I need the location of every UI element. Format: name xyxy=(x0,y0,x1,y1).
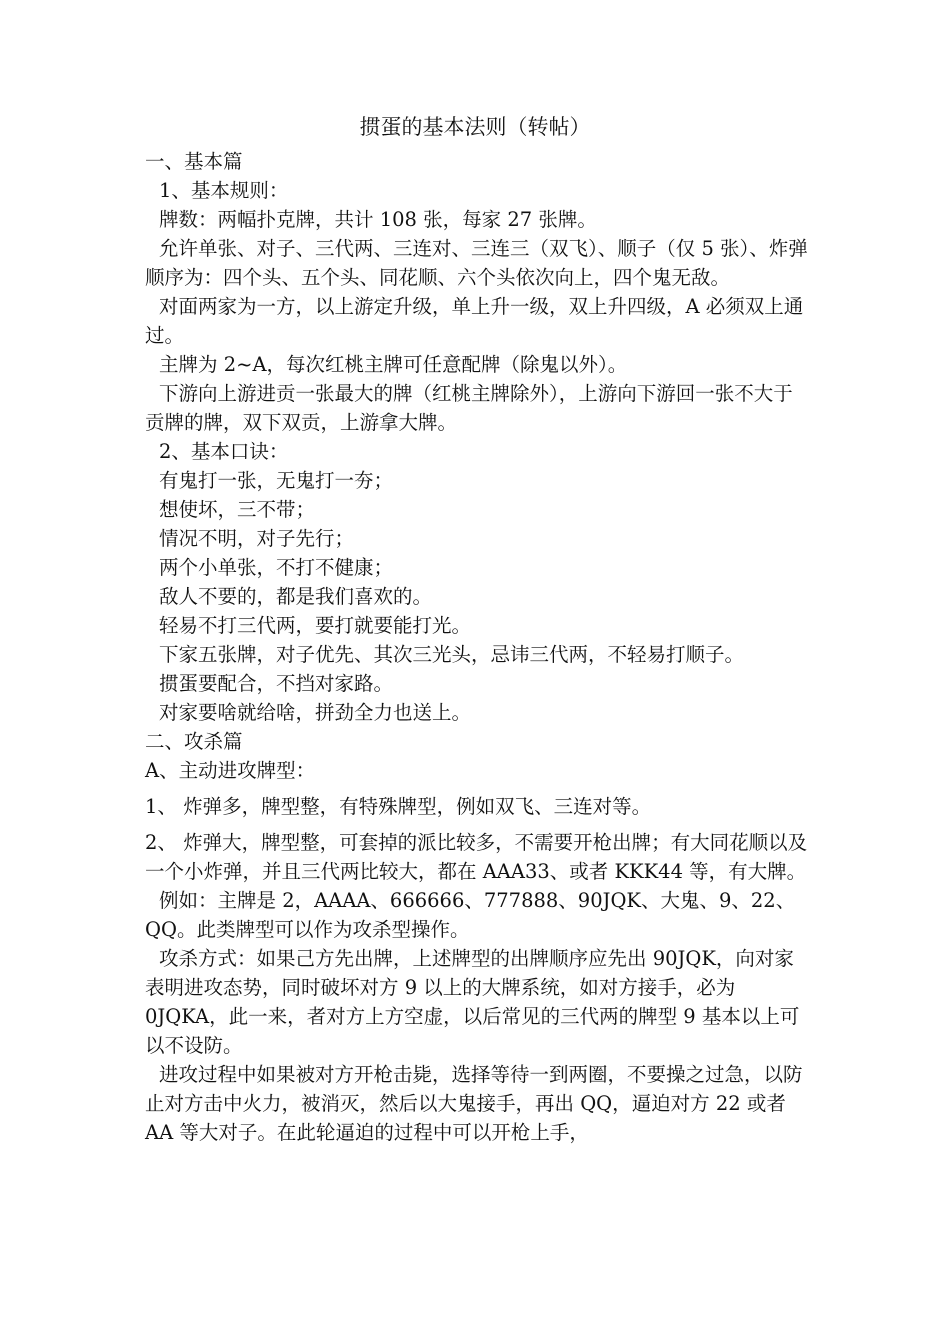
subheading-basic-rules: 1、基本规则： xyxy=(159,179,289,202)
subheading-active-attack: A、主动进攻牌型： xyxy=(145,759,316,782)
paragraph-team-levels: 对面两家为一方，以上游定升级，单上升一级，双上升四级，A 必须双上通过。 xyxy=(145,295,804,347)
verse-line: 轻易不打三代两，要打就要能打光。 xyxy=(159,614,472,637)
numbered-item-1: 1、 炸弹多，牌型整，有特殊牌型，例如双飞、三连对等。 xyxy=(145,795,652,818)
verse-line: 两个小单张，不打不健康； xyxy=(159,556,394,579)
document-body xyxy=(145,147,810,1147)
verse-line: 情况不明，对子先行； xyxy=(159,527,355,550)
subheading-basic-verses: 2、基本口诀： xyxy=(159,440,289,463)
verse-line: 敌人不要的，都是我们喜欢的。 xyxy=(159,585,433,608)
paragraph-attack-process: 进攻过程中如果被对方开枪击毙，选择等待一到两圈，不要操之过急，以防止对方击中火力，被消灭，然后以大鬼接手，再出 QQ，逼迫对方 22 或者 AA 等大对子。在此轮逼迫的过程中可以开枪上手， xyxy=(145,1063,803,1144)
section-heading-basics: 一、基本篇 xyxy=(145,150,243,173)
numbered-item-2: 2、 炸弹大，牌型整，可套掉的派比较多，不需要开枪出牌；有大同花顺以及一个小炸弹，并且三代两比较大，都在 AAA33、或者 KKK44 等，有大牌。 xyxy=(145,831,808,883)
document-title: 掼蛋的基本法则（转帖） xyxy=(359,115,591,139)
verse-line: 有鬼打一张，无鬼打一夯； xyxy=(159,469,394,492)
verse-line: 掼蛋要配合，不挡对家路。 xyxy=(159,672,394,695)
section-heading-attack: 二、攻杀篇 xyxy=(145,730,243,753)
paragraph-main-cards: 主牌为 2~A，每次红桃主牌可任意配牌（除鬼以外）。 xyxy=(159,353,628,376)
verse-line: 下家五张牌，对子优先、其次三光头，忌讳三代两，不轻易打顺子。 xyxy=(159,643,745,666)
paragraph-card-count: 牌数：两幅扑克牌，共计 108 张，每家 27 张牌。 xyxy=(159,208,597,231)
paragraph-tribute: 下游向上游进贡一张最大的牌（红桃主牌除外），上游向下游回一张不大于贡牌的牌，双下双贡，上游拿大牌。 xyxy=(145,382,793,434)
verse-line: 对家要啥就给啥，拼劲全力也送上。 xyxy=(159,701,472,724)
paragraph-allowed-types: 允许单张、对子、三代两、三连对、三连三（双飞）、顺子（仅 5 张）、炸弹顺序为：四个头、五个头、同花顺、六个头依次向上，四个鬼无敌。 xyxy=(145,237,808,289)
paragraph-attack-method: 攻杀方式：如果己方先出牌，上述牌型的出牌顺序应先出 90JQK，向对家表明进攻态势，同时破坏对方 9 以上的大牌系统，如对方接手，必为 0JQKA，此一来，者对方上方空虚，以后常见的三代两的牌型 9 基本以上可以不设防。 xyxy=(145,947,800,1057)
verse-line: 想使坏，三不带； xyxy=(159,498,316,521)
paragraph-example: 例如：主牌是 2，AAAA、666666、777888、90JQK、大鬼、9、22、QQ。此类牌型可以作为攻杀型操作。 xyxy=(145,889,796,941)
